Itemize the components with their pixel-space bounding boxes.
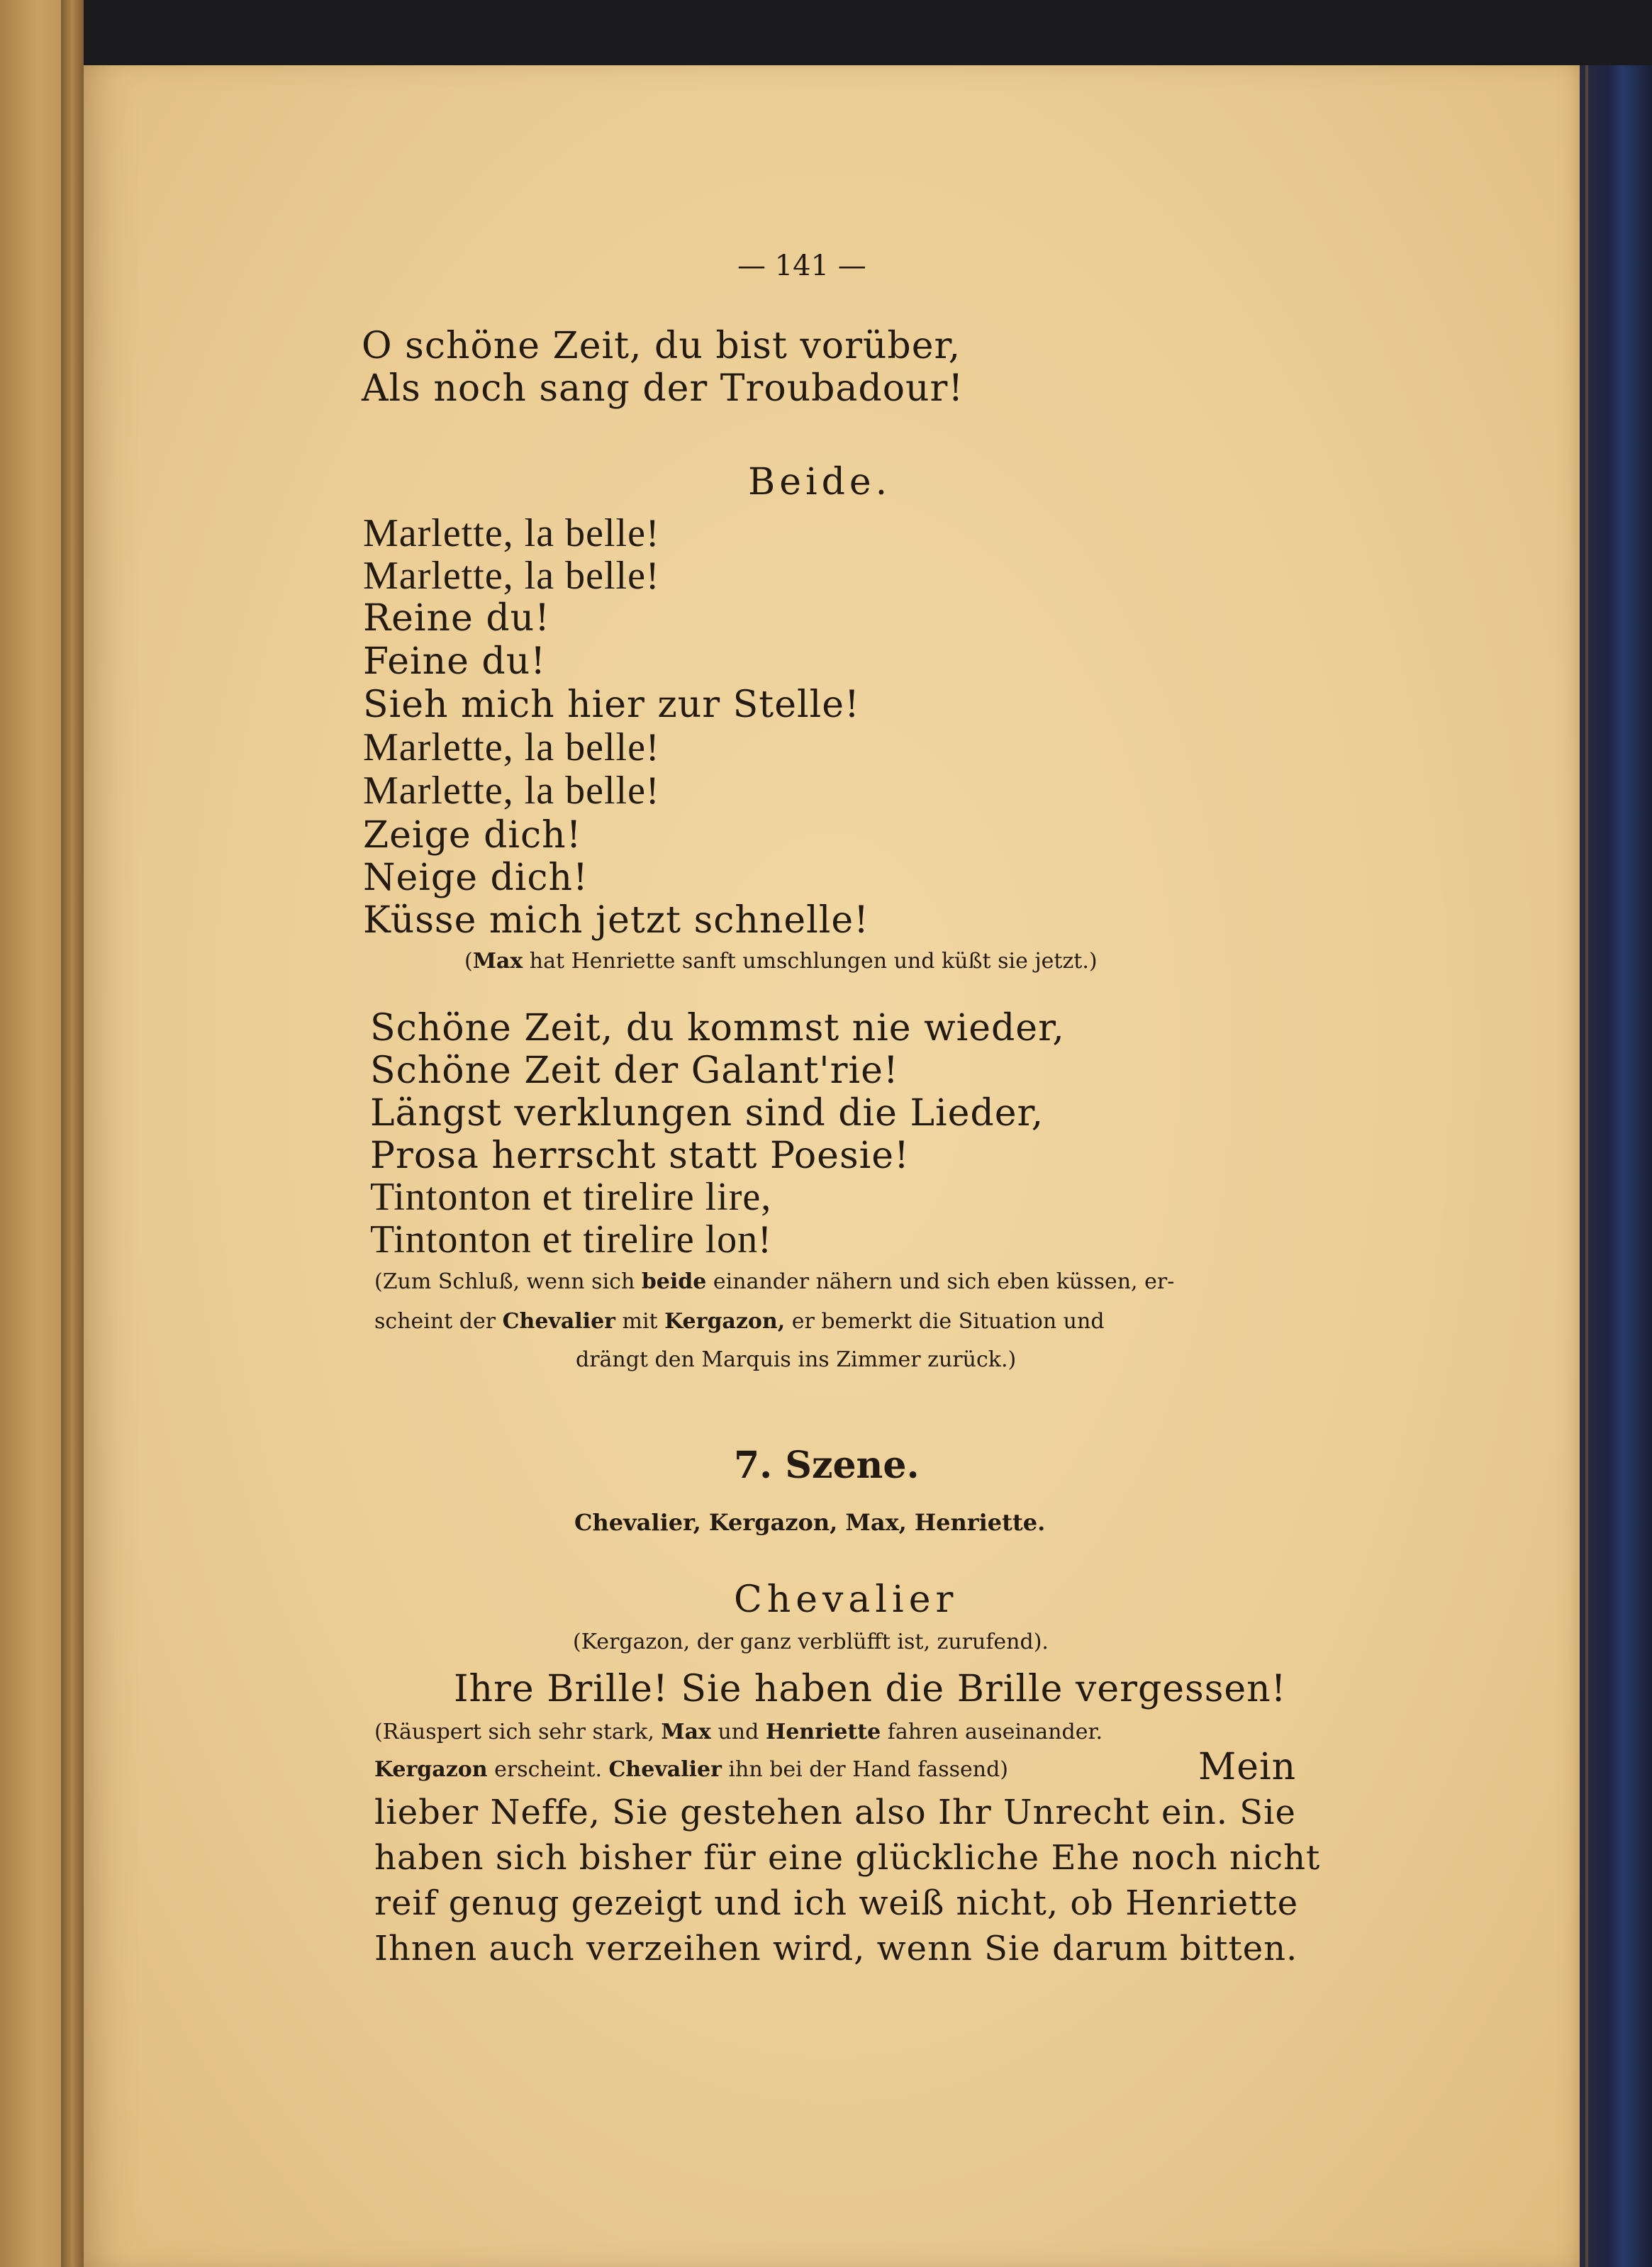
verse-line: Als noch sang der Troubadour! <box>362 367 964 410</box>
verse-line: Marlette, la belle! <box>363 725 660 769</box>
character-name: Chevalier <box>608 1757 722 1782</box>
verse-line: Zeige dich! <box>363 814 582 857</box>
stage-direction: drängt den Marquis ins Zimmer zurück.) <box>576 1347 1017 1372</box>
stage-direction-text: erscheint. <box>487 1757 609 1782</box>
character-name: Kergazon <box>374 1757 488 1782</box>
book-cover-edge <box>1580 65 1652 2267</box>
page-number: — 141 — <box>737 250 866 282</box>
stage-direction-text: einander nähern und sich eben küssen, er- <box>706 1269 1175 1294</box>
verse-line: Schöne Zeit der Galant'rie! <box>370 1049 899 1092</box>
speaker-name: Chevalier <box>734 1578 959 1621</box>
character-name: Kergazon, <box>664 1309 786 1334</box>
stage-direction-text: er bemerkt die Situation und <box>785 1309 1105 1334</box>
character-name: Max <box>661 1720 711 1744</box>
verse-line: Neige dich! <box>363 857 588 899</box>
stage-direction-text: (Zum Schluß, wenn sich <box>374 1269 642 1294</box>
verse-line: Marlette, la belle! <box>363 769 660 813</box>
stage-direction-text: (Räuspert sich sehr stark, <box>374 1720 662 1744</box>
scene-title: 7. Szene. <box>734 1444 920 1487</box>
character-name: Max <box>472 949 523 974</box>
verse-line: Tintonton et tirelire lire, <box>370 1175 772 1219</box>
verse-line: Reine du! <box>363 597 551 640</box>
character-name: Chevalier <box>502 1309 615 1334</box>
stage-direction <box>374 1757 1008 1782</box>
verse-line: Feine du! <box>363 640 547 683</box>
emphasis: beide <box>641 1269 707 1294</box>
speech-line: Ihre Brille! Sie haben die Brille vergessen! <box>454 1668 1287 1710</box>
speech-line: Ihnen auch verzeihen wird, wenn Sie darum bitten. <box>374 1929 1298 1968</box>
speech-line: Mein <box>1198 1746 1297 1788</box>
stage-direction-text: mit <box>615 1309 665 1334</box>
stage-direction-text: scheint der <box>374 1309 503 1334</box>
stage-direction <box>374 1720 1103 1744</box>
stage-direction: (Kergazon, der ganz verblüfft ist, zurufend). <box>573 1630 1049 1654</box>
speech-line: haben sich bisher für eine glückliche Ehe noch nicht <box>374 1838 1321 1878</box>
character-name: Henriette <box>765 1720 881 1744</box>
stage-direction-text: fahren auseinander. <box>881 1720 1103 1744</box>
verse-line: Prosa herrscht statt Poesie! <box>370 1135 910 1177</box>
stage-direction <box>374 1309 1105 1334</box>
scene-cast: Chevalier, Kergazon, Max, Henriette. <box>574 1509 1046 1536</box>
stage-direction-text: und <box>710 1720 766 1744</box>
stage-direction-text: ihn bei der Hand fassend) <box>721 1757 1008 1782</box>
verse-line: Marlette, la belle! <box>363 554 660 598</box>
verse-line: O schöne Zeit, du bist vorüber, <box>362 325 961 367</box>
verse-line: Längst verklungen sind die Lieder, <box>370 1092 1044 1135</box>
stage-direction <box>464 949 1098 974</box>
speech-line: reif genug gezeigt und ich weiß nicht, ob Henriette <box>374 1883 1299 1923</box>
verse-line: Küsse mich jetzt schnelle! <box>363 899 870 942</box>
verse-line: Sieh mich hier zur Stelle! <box>363 684 860 726</box>
speech-line: lieber Neffe, Sie gestehen also Ihr Unrecht ein. Sie <box>374 1793 1296 1832</box>
verse-line: Tintonton et tirelire lon! <box>370 1218 772 1261</box>
stage-direction-text: ( <box>464 949 473 974</box>
book-spine-shadow <box>61 0 84 2267</box>
verse-line: Schöne Zeit, du kommst nie wieder, <box>370 1007 1065 1049</box>
speaker-name: Beide. <box>748 461 892 503</box>
stage-direction <box>374 1269 1174 1294</box>
stage-direction-text: hat Henriette sanft umschlungen und küßt sie jetzt.) <box>523 949 1098 974</box>
verse-line: Marlette, la belle! <box>363 511 660 555</box>
